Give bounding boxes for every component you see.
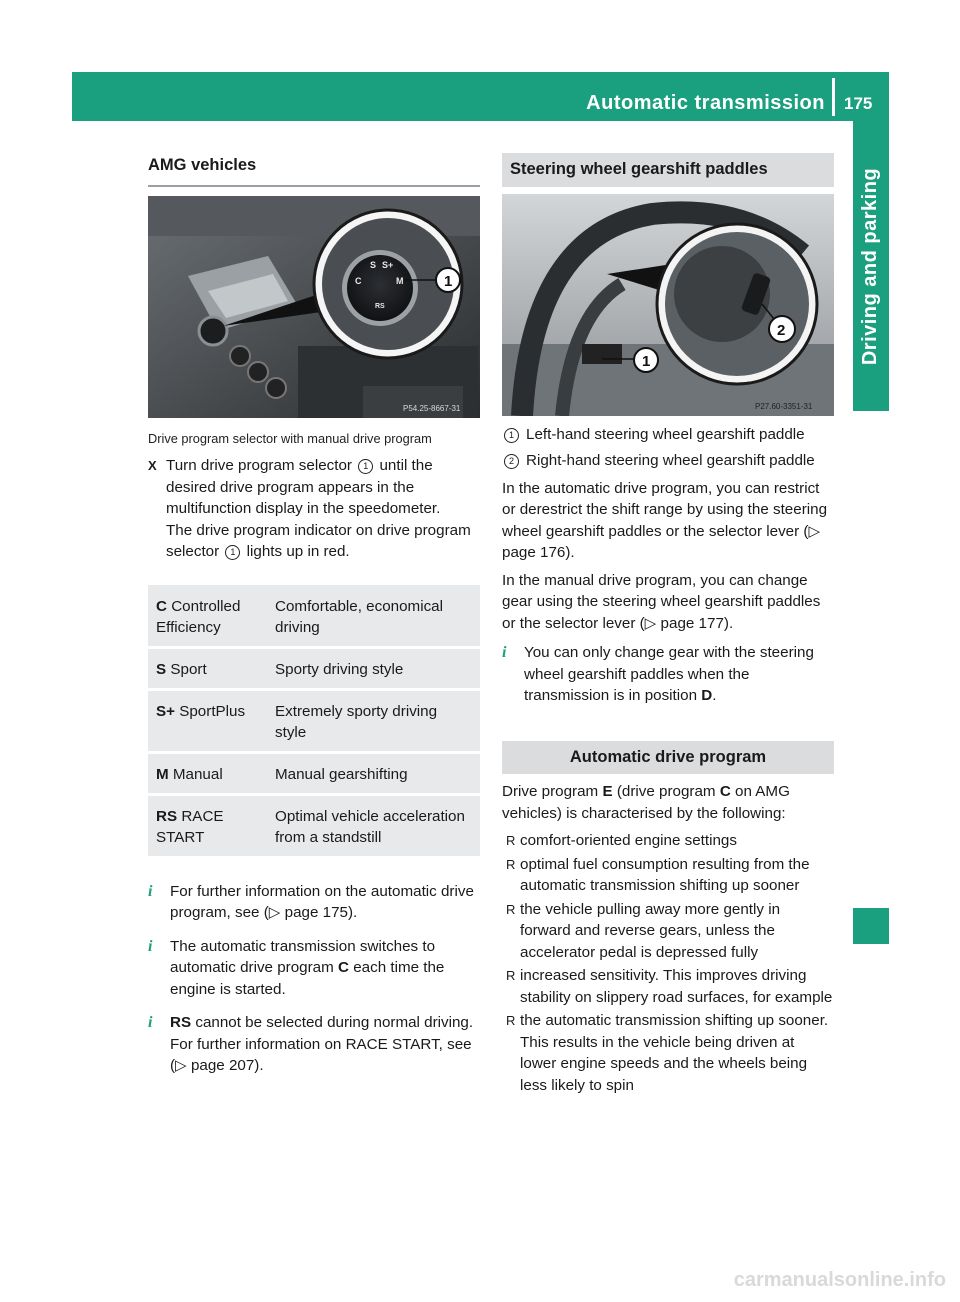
watermark: carmanualsonline.info <box>733 1269 946 1291</box>
bullet-icon: R <box>506 901 516 917</box>
table-cell-mode <box>148 689 267 752</box>
list-item-text: the vehicle pulling away more gently in forward and reverse gears, unless the accelerator pedal is depressed fully <box>520 900 781 961</box>
note-text: cannot be selected during normal driving. For further information on RACE START, see (▷ page 207). <box>170 1014 474 1074</box>
section-title-automatic-program: Automatic drive program <box>502 741 834 775</box>
list-item-text: comfort-oriented engine settings <box>520 832 737 849</box>
callout-1-photo: 1 <box>642 352 651 370</box>
legend-text: Right-hand steering wheel gearshift paddle <box>526 452 815 469</box>
bullet-icon: R <box>506 968 516 983</box>
intro-code-e: E <box>602 783 613 800</box>
table-cell-desc: Optimal vehicle acceleration from a standstill <box>267 794 480 857</box>
mode-code: C <box>156 597 167 615</box>
mode-code: RS <box>156 807 178 825</box>
bullet-icon: R <box>506 1013 516 1028</box>
intro-code-c: C <box>719 783 731 800</box>
info-note-2 <box>148 936 480 1001</box>
note-code: D <box>701 687 713 704</box>
intro-text: on AMG vehicles) is characterised by the following: <box>502 783 790 822</box>
instruction-step <box>148 455 480 563</box>
info-note-1 <box>148 881 480 924</box>
table-row <box>148 585 480 648</box>
table-cell-desc: Manual gearshifting <box>267 752 480 794</box>
side-tab-label: Driving and parking <box>859 167 882 365</box>
photo-code-left: P54.25-8667-31 <box>403 403 461 413</box>
info-icon: i <box>148 882 153 900</box>
legend-item <box>502 424 834 446</box>
info-note-paddles: i You can only change gear with the steering wheel gearshift paddles when the transmission is in position D. <box>502 644 814 704</box>
mode-code: S <box>156 660 167 678</box>
table-cell-mode <box>148 647 267 689</box>
mode-name: RACE START <box>156 807 224 846</box>
photo-code-right: P27.60-3351-31 <box>755 401 813 411</box>
list-item <box>502 854 834 897</box>
bullet-icon: R <box>506 833 516 848</box>
mode-code: M <box>156 765 169 783</box>
note-text: For further information on the automatic drive program, see (▷ page 175). <box>170 882 474 921</box>
intro-text: Drive program <box>502 783 599 800</box>
list-item <box>502 899 834 964</box>
table-cell-desc: Sporty driving style <box>267 647 480 689</box>
list-item <box>502 965 834 1008</box>
list-item-text: the automatic transmission shifting up sooner. This results in the vehicle being driven at lower engine speeds and the wheels being less likely to spin <box>520 1012 829 1094</box>
instruction-text-4: lights up in red. <box>246 543 350 560</box>
characteristics-list <box>502 830 834 1096</box>
header-divider <box>832 78 835 116</box>
paddles-legend <box>502 424 834 472</box>
selector-photo-svg <box>148 196 480 418</box>
list-item <box>502 830 834 852</box>
info-note-3 <box>148 1012 480 1077</box>
right-column <box>502 153 834 1100</box>
paddles-photo <box>502 194 834 416</box>
note-code: RS <box>170 1014 192 1031</box>
mode-code: S+ <box>156 702 175 720</box>
table-row <box>148 689 480 752</box>
selector-label-rs: RS <box>375 302 385 310</box>
paddles-photo-svg <box>502 194 834 416</box>
callout-2-photo: 2 <box>777 321 786 339</box>
bullet-icon: R <box>506 856 516 872</box>
step-arrow-icon: X <box>148 458 157 473</box>
mode-name: Sport <box>170 660 207 678</box>
instruction-text-2: until the desired drive program appears in the multifunction display in the speedometer. <box>166 457 441 517</box>
mode-name: Manual <box>172 765 223 783</box>
instruction-text-1: Turn drive program selector <box>166 457 352 474</box>
table-cell-mode <box>148 794 267 857</box>
info-icon: i <box>502 644 507 661</box>
table-row <box>148 647 480 689</box>
left-column <box>148 155 480 1077</box>
note-code: C <box>338 959 349 976</box>
intro-paragraph <box>502 781 834 824</box>
chapter-title: Automatic transmission <box>586 92 825 114</box>
section-title-amg: AMG vehicles <box>148 155 480 187</box>
instruction-text-3: The drive program indicator on drive program selector <box>166 521 471 560</box>
legend-text: Left-hand steering wheel gearshift paddle <box>526 425 805 443</box>
selector-photo <box>148 196 480 418</box>
paragraph-manual: In the manual drive program, you can change gear using the steering wheel gearshift paddles or the selector lever (▷ page 177). <box>502 571 821 632</box>
callout-ref-1: 1 <box>358 459 373 474</box>
note-text: each time the engine is started. <box>170 959 445 998</box>
list-item-text: increased sensitivity. This improves driving stability on slippery road surfaces, for example <box>520 967 833 1006</box>
side-marker <box>853 908 889 944</box>
selector-label-s-plus: S+ <box>382 259 394 270</box>
note-text: The automatic transmission switches to automatic drive program <box>170 937 436 976</box>
table-cell-desc: Comfortable, economical driving <box>267 585 480 648</box>
paragraph-automatic: In the automatic drive program, you can restrict or derestrict the shift range by using the steering wheel gearshift paddles or the selector lever (▷ page 176). <box>502 479 828 561</box>
selector-label-m: M <box>396 275 404 286</box>
table-cell-desc: Extremely sporty driving style <box>267 689 480 752</box>
intro-text: (drive program <box>616 783 716 800</box>
mode-name: SportPlus <box>179 702 246 720</box>
list-item <box>502 1010 834 1096</box>
callout-1-selector: 1 <box>444 272 453 290</box>
note-text: You can only change gear with the steering wheel gearshift paddles when the transmission is in position <box>524 644 814 704</box>
table-cell-mode <box>148 585 267 648</box>
table-row <box>148 752 480 794</box>
legend-item <box>502 450 834 472</box>
selector-label-s: S <box>370 259 377 270</box>
callout-ref-1b: 1 <box>225 545 240 560</box>
section-title-paddles: Steering wheel gearshift paddles <box>502 153 834 187</box>
list-item-text: optimal fuel consumption resulting from the automatic transmission shifting up sooner <box>520 855 810 894</box>
page-number: 175 <box>844 94 873 113</box>
drive-program-table <box>148 585 480 859</box>
side-tab-label-wrap <box>853 121 889 411</box>
photo-caption: Drive program selector with manual drive program <box>148 430 432 446</box>
table-cell-mode <box>148 752 267 794</box>
table-row <box>148 794 480 857</box>
info-icon: i <box>148 937 153 955</box>
legend-number: 1 <box>504 428 519 443</box>
info-icon: i <box>148 1014 153 1031</box>
legend-number: 2 <box>504 454 519 469</box>
selector-label-c: C <box>355 275 362 286</box>
mode-name: Controlled Efficiency <box>156 597 241 636</box>
